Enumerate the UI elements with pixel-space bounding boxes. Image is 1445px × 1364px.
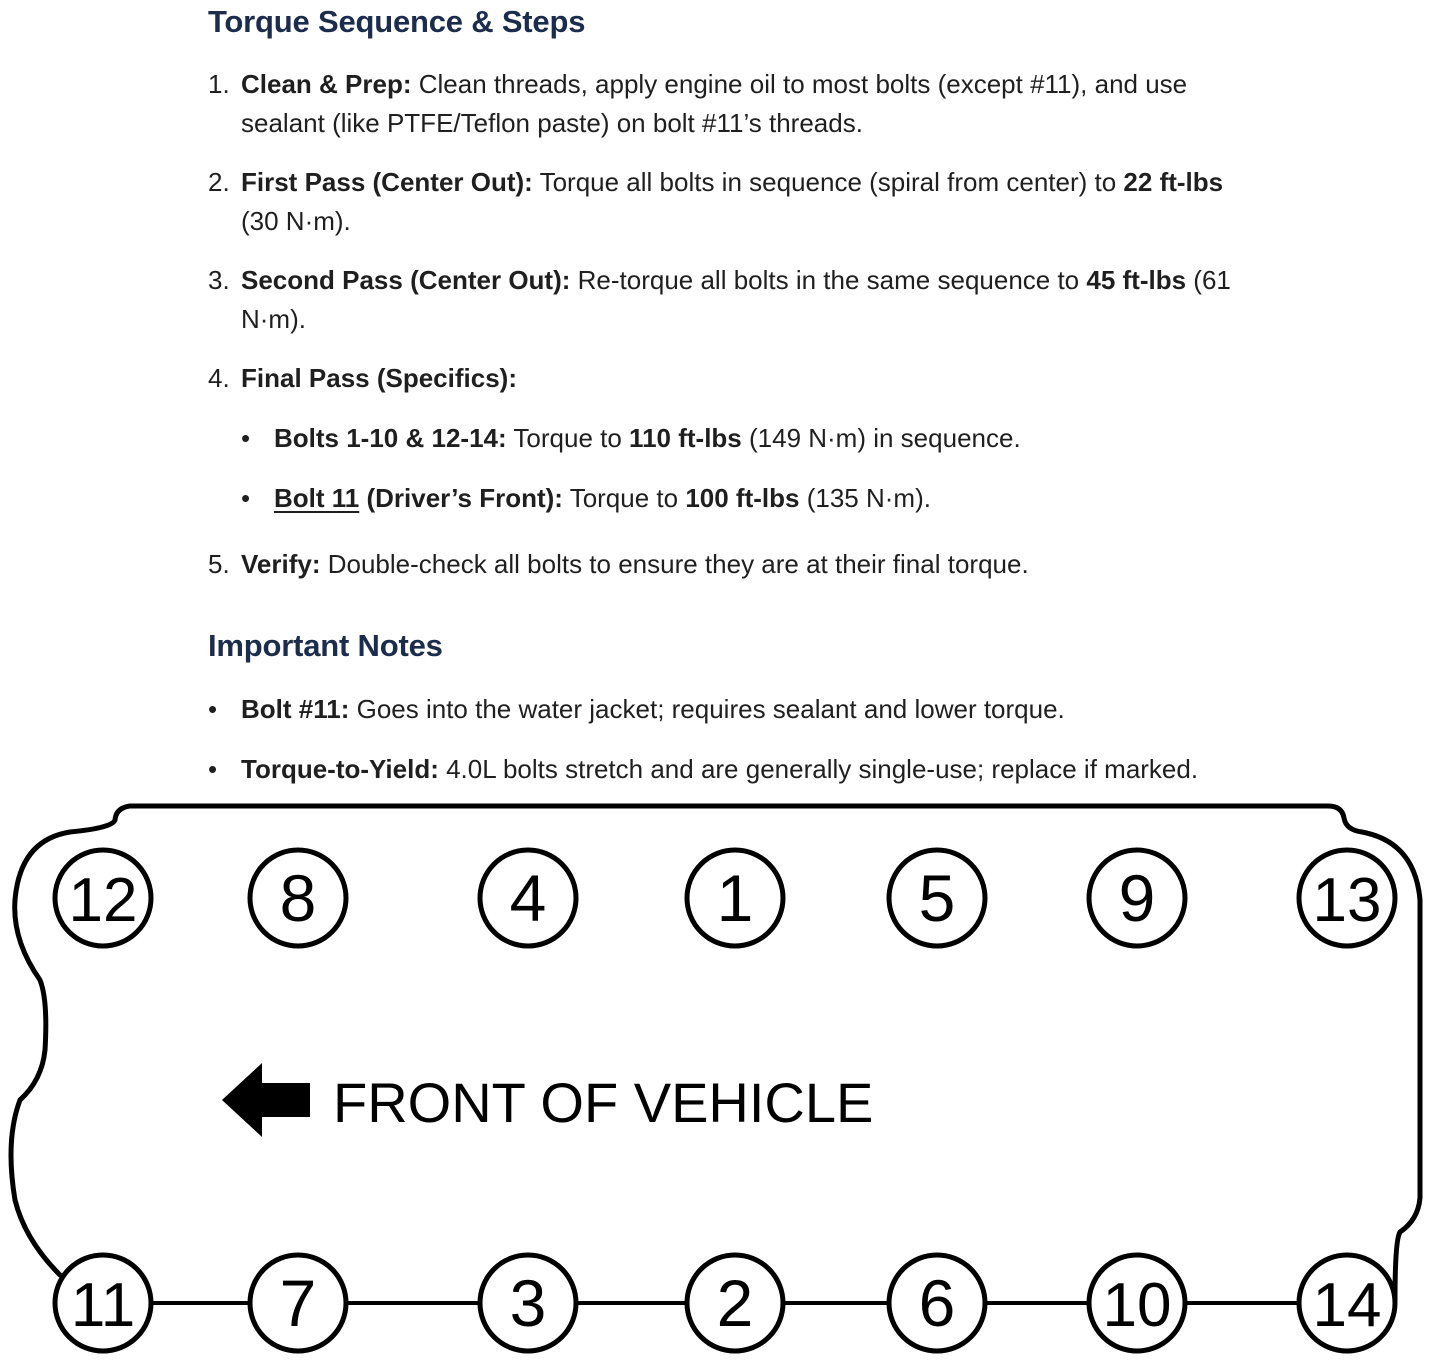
bolt-10 <box>1089 1255 1185 1351</box>
substep-label: Bolts 1-10 & 12-14: <box>274 423 507 453</box>
bolt-number: 6 <box>918 1266 956 1340</box>
step-label: First Pass (Center Out): <box>241 167 533 197</box>
bolt-number: 7 <box>279 1266 317 1340</box>
torque-value: 100 ft-lbs <box>685 483 800 513</box>
bolt-number: 5 <box>918 861 956 935</box>
step-text: Clean threads, apply engine oil to most bolts (except #11), and use sealant (like PTFE/Teflon paste) on bolt #11’s threads. <box>241 69 1188 138</box>
bolt-3 <box>480 1255 576 1351</box>
bolt-number: 9 <box>1118 861 1156 935</box>
bolt-6 <box>889 1255 985 1351</box>
front-of-vehicle-label: FRONT OF VEHICLE <box>333 1071 874 1134</box>
step-number: 3. <box>208 265 230 295</box>
step-tail: (61 N·m). <box>241 265 1231 334</box>
bolt-8 <box>250 850 346 946</box>
bolt-11-link[interactable]: Bolt 11 <box>274 483 360 513</box>
step-text: Re-torque all bolts in the same sequence to <box>570 265 1087 295</box>
bolt-number: 11 <box>70 1271 136 1340</box>
bolt-9 <box>1089 850 1185 946</box>
note-label: Torque-to-Yield: <box>241 754 439 784</box>
bullet-icon: • <box>241 483 251 513</box>
step-text: Torque all bolts in sequence (spiral from center) to <box>532 167 1124 197</box>
substep-text: Torque to <box>506 423 630 453</box>
bolt-14 <box>1299 1255 1395 1351</box>
bolt-number: 2 <box>716 1266 754 1340</box>
bullet-icon: • <box>208 694 218 724</box>
bolt-5 <box>889 850 985 946</box>
substep-text: Torque to <box>562 483 686 513</box>
step-number: 4. <box>208 363 230 393</box>
bolt-number: 13 <box>1312 866 1382 935</box>
section-title-important-notes: Important Notes <box>208 628 443 663</box>
bolt-12 <box>55 850 151 946</box>
bolt-number: 14 <box>1312 1271 1382 1340</box>
bolt-number: 8 <box>279 861 317 935</box>
step-label: Clean & Prep: <box>241 69 412 99</box>
step-label: Verify: <box>241 549 321 579</box>
step-label: Second Pass (Center Out): <box>241 265 571 295</box>
step-label: Final Pass (Specifics): <box>241 363 517 393</box>
bolt-number: 4 <box>509 861 547 935</box>
bolt-number: 10 <box>1102 1271 1172 1340</box>
bullet-icon: • <box>208 754 218 784</box>
section-title-torque-sequence: Torque Sequence & Steps <box>208 4 586 39</box>
bolt-13 <box>1299 850 1395 946</box>
torque-value: 110 ft-lbs <box>629 423 742 453</box>
step-tail: (30 N·m). <box>241 206 351 236</box>
bolt-number: 12 <box>68 866 138 935</box>
step-number: 1. <box>208 69 230 99</box>
bolt-7 <box>250 1255 346 1351</box>
note-label: Bolt #11: <box>241 694 350 724</box>
bolt-2 <box>687 1255 783 1351</box>
note-text: 4.0L bolts stretch and are generally single-use; replace if marked. <box>438 754 1199 784</box>
bolt-number: 3 <box>509 1266 547 1340</box>
note-text: Goes into the water jacket; requires sealant and lower torque. <box>349 694 1065 724</box>
substep-tail: (135 N·m). <box>799 483 931 513</box>
torque-value: 22 ft-lbs <box>1123 167 1224 197</box>
step-number: 5. <box>208 549 230 579</box>
bolt-1 <box>687 850 783 946</box>
bullet-icon: • <box>241 423 251 453</box>
step-text: Double-check all bolts to ensure they are at their final torque. <box>320 549 1029 579</box>
torque-value: 45 ft-lbs <box>1086 265 1187 295</box>
bolt-4 <box>480 850 576 946</box>
substep-tail: (149 N·m) in sequence. <box>741 423 1021 453</box>
step-number: 2. <box>208 167 230 197</box>
arrow-left-icon <box>222 1063 310 1137</box>
substep-label: (Driver’s Front): <box>359 483 563 513</box>
bolt-number: 1 <box>716 861 754 935</box>
bolt-11 <box>55 1255 151 1351</box>
